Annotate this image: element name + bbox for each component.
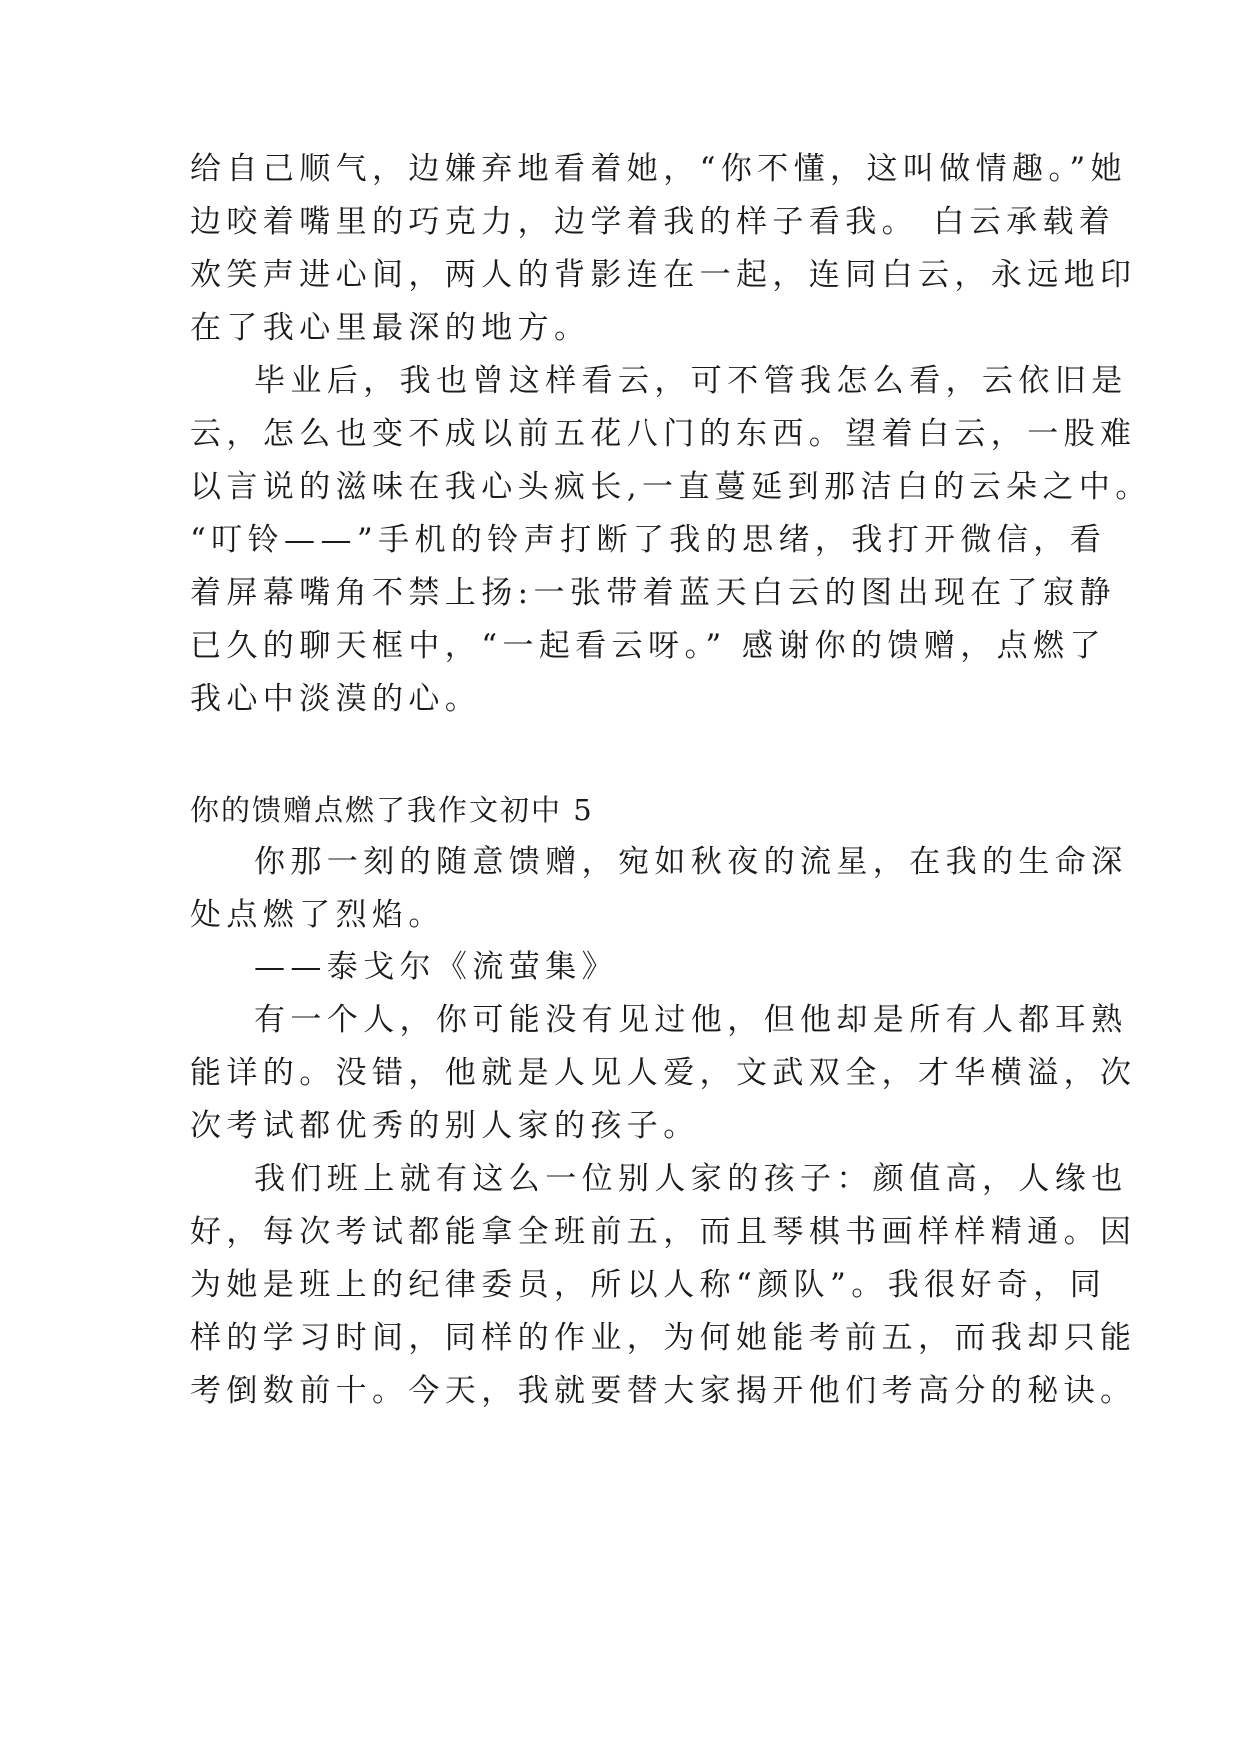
text-line: 边咬着嘴里的巧克力，边学着我的样子看我。 白云承载着 <box>190 204 1116 240</box>
text-line: 给自己顺气，边嫌弃地看着她，“你不懂，这叫做情趣。”她 <box>190 151 1127 187</box>
text-line: 毕业后，我也曾这样看云，可不管我怎么看，云依旧是 <box>254 363 1128 399</box>
text-line: 云，怎么也变不成以前五花八门的东西。望着白云，一股难 <box>190 416 1137 452</box>
text-line: 你那一刻的随意馈赠，宛如秋夜的流星，在我的生命深 <box>254 844 1128 880</box>
text-line: 在了我心里最深的地方。 <box>190 310 591 346</box>
text-line: “叮铃——”手机的铃声打断了我的思绪，我打开微信，看 <box>190 522 1107 558</box>
text-line: 有一个人，你可能没有见过他，但他却是所有人都耳熟 <box>254 1002 1128 1038</box>
text-line: 我们班上就有这么一位别人家的孩子：颜值高，人缘也 <box>254 1161 1128 1197</box>
text-line: 以言说的滋味在我心头疯长,一直蔓延到那洁白的云朵之中。 <box>190 469 1152 505</box>
text-line: 着屏幕嘴角不禁上扬:一张带着蓝天白云的图出现在了寂静 <box>190 575 1116 611</box>
essay-title: 你的馈赠点燃了我作文初中 5 <box>190 793 594 827</box>
epigraph-attribution: ——泰戈尔《流萤集》 <box>254 949 618 985</box>
text-line: 我心中淡漠的心。 <box>190 681 482 717</box>
text-line: 能详的。没错，他就是人见人爱，文武双全，才华横溢，次 <box>190 1055 1137 1091</box>
text-line: 为她是班上的纪律委员，所以人称“颜队”。我很好奇，同 <box>190 1267 1107 1303</box>
text-line: 已久的聊天框中，“一起看云呀。” 感谢你的馈赠，点燃了 <box>190 628 1106 664</box>
text-line: 考倒数前十。今天，我就要替大家揭开他们考高分的秘诀。 <box>190 1373 1137 1409</box>
text-line: 欢笑声进心间，两人的背影连在一起，连同白云，永远地印 <box>190 257 1137 293</box>
text-line: 样的学习时间，同样的作业，为何她能考前五，而我却只能 <box>190 1320 1137 1356</box>
text-line: 处点燃了烈焰。 <box>190 897 445 933</box>
text-line: 好，每次考试都能拿全班前五，而且琴棋书画样样精通。因 <box>190 1214 1137 1250</box>
text-line: 次考试都优秀的别人家的孩子。 <box>190 1108 700 1144</box>
